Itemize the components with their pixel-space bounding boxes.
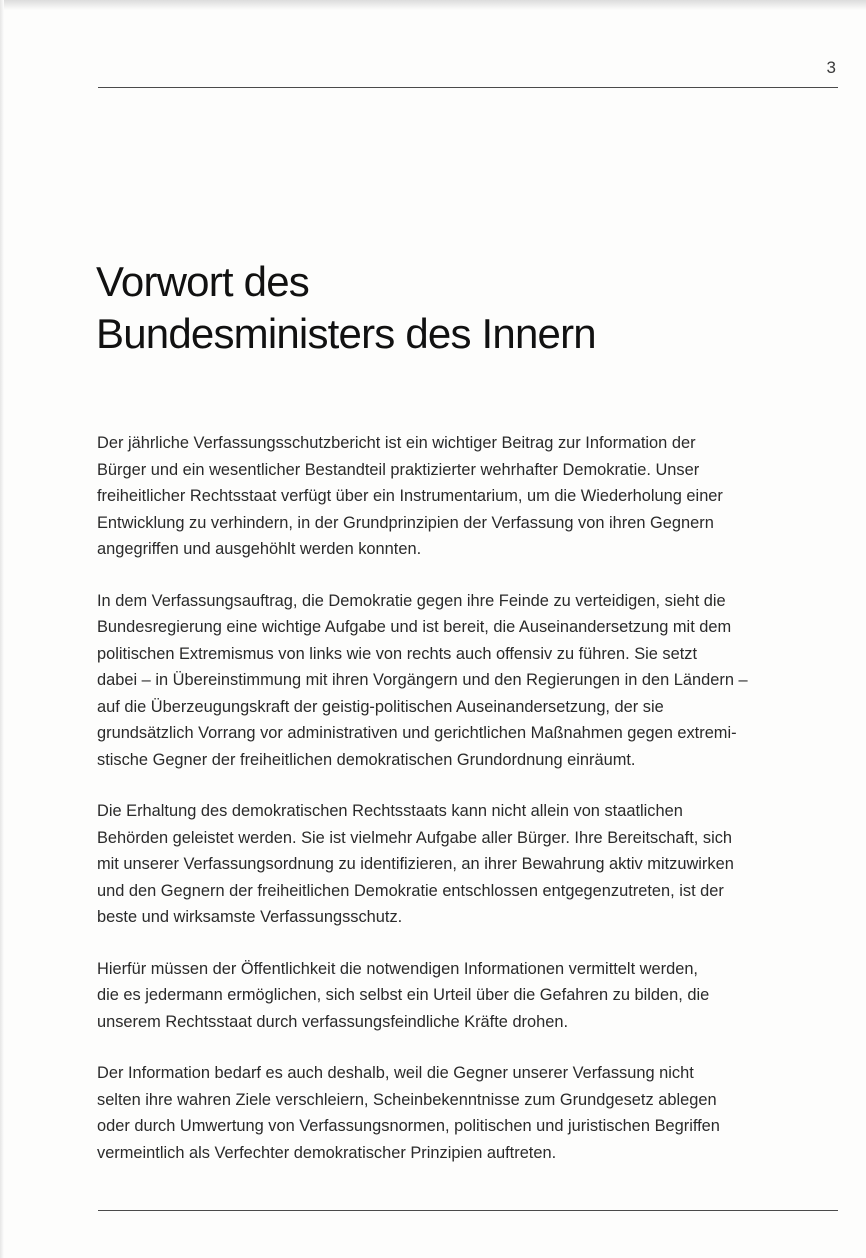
title-line-1: Vorwort des: [96, 258, 309, 305]
text-line: vermeintlich als Verfechter demokratischer Prinzipien auftreten.: [97, 1143, 557, 1162]
text-line: Entwicklung zu verhindern, in der Grundprinzipien der Verfassung von ihren Gegnern: [97, 513, 714, 532]
text-line: Der jährliche Verfassungsschutzbericht ist ein wichtiger Beitrag zur Information der: [97, 434, 696, 452]
text-line: stische Gegner der freiheitlichen demokratischen Grundordnung einräumt.: [97, 750, 636, 769]
text-line: angegriffen und ausgehöhlt werden konnten.: [97, 540, 422, 558]
text-line: freiheitlicher Rechtsstaat verfügt über ein Instrumentarium, um die Wiederholung einer: [97, 487, 723, 505]
paragraph: [97, 956, 857, 1036]
text-line: Behörden geleistet werden. Sie ist vielmehr Aufgabe aller Bürger. Ihre Bereitschaft, sich: [97, 828, 733, 847]
text-line: Bundesregierung eine wichtige Aufgabe und ist bereit, die Auseinandersetzung mit dem: [97, 618, 732, 636]
paragraph: [97, 430, 857, 563]
paragraph: [97, 1060, 857, 1166]
text-line: selten ihre wahren Ziele verschleiern, Scheinbekenntnisse zum Grundgesetz ablegen: [97, 1090, 717, 1109]
paragraph: [97, 798, 857, 931]
text-line: politischen Extremismus von links wie von rechts auch offensiv zu führen. Sie setzt: [97, 644, 698, 663]
text-line: und den Gegnern der freiheitlichen Demokratie entschlossen entgegenzutreten, ist der: [97, 881, 724, 900]
text-line: auf die Überzeugungskraft der geistig-politischen Auseinandersetzung, der sie: [97, 697, 664, 716]
scan-top-edge: [0, 0, 866, 10]
text-line: oder durch Umwertung von Verfassungsnormen, politischen und juristischen Begriffen: [97, 1117, 720, 1135]
text-line: mit unserer Verfassungsordnung zu identifizieren, an ihrer Bewahrung aktiv mitzuwirken: [97, 855, 734, 873]
page-title: [96, 256, 816, 360]
title-line-2: Bundesministers des Innern: [96, 310, 596, 357]
text-line: Die Erhaltung des demokratischen Rechtsstaats kann nicht allein von staatlichen: [97, 802, 683, 820]
paragraph: [97, 588, 857, 774]
text-line: Der Information bedarf es auch deshalb, weil die Gegner unserer Verfassung nicht: [97, 1064, 694, 1082]
text-line: Hierfür müssen der Öffentlichkeit die notwendigen Informationen vermittelt werden,: [97, 959, 698, 978]
text-line: In dem Verfassungsauftrag, die Demokratie gegen ihre Feinde zu verteidigen, sieht die: [97, 591, 726, 610]
text-line: dabei – in Übereinstimmung mit ihren Vorgängern und den Regierungen in den Ländern –: [97, 671, 748, 689]
body-text: [97, 430, 857, 1191]
text-line: die es jedermann ermöglichen, sich selbst ein Urteil über die Gefahren zu bilden, die: [97, 986, 710, 1004]
page-number: 3: [826, 58, 836, 77]
text-line: unserem Rechtsstaat durch verfassungsfeindliche Kräfte drohen.: [97, 1012, 569, 1031]
text-line: grundsätzlich Vorrang vor administrativen und gerichtlichen Maßnahmen gegen extremi-: [97, 724, 737, 742]
text-line: beste und wirksamste Verfassungsschutz.: [97, 908, 403, 926]
header-rule: [98, 87, 838, 88]
text-line: Bürger und ein wesentlicher Bestandteil praktizierter wehrhafter Demokratie. Unser: [97, 460, 700, 479]
footer-rule: [98, 1210, 838, 1211]
scan-left-edge: [0, 0, 4, 1258]
